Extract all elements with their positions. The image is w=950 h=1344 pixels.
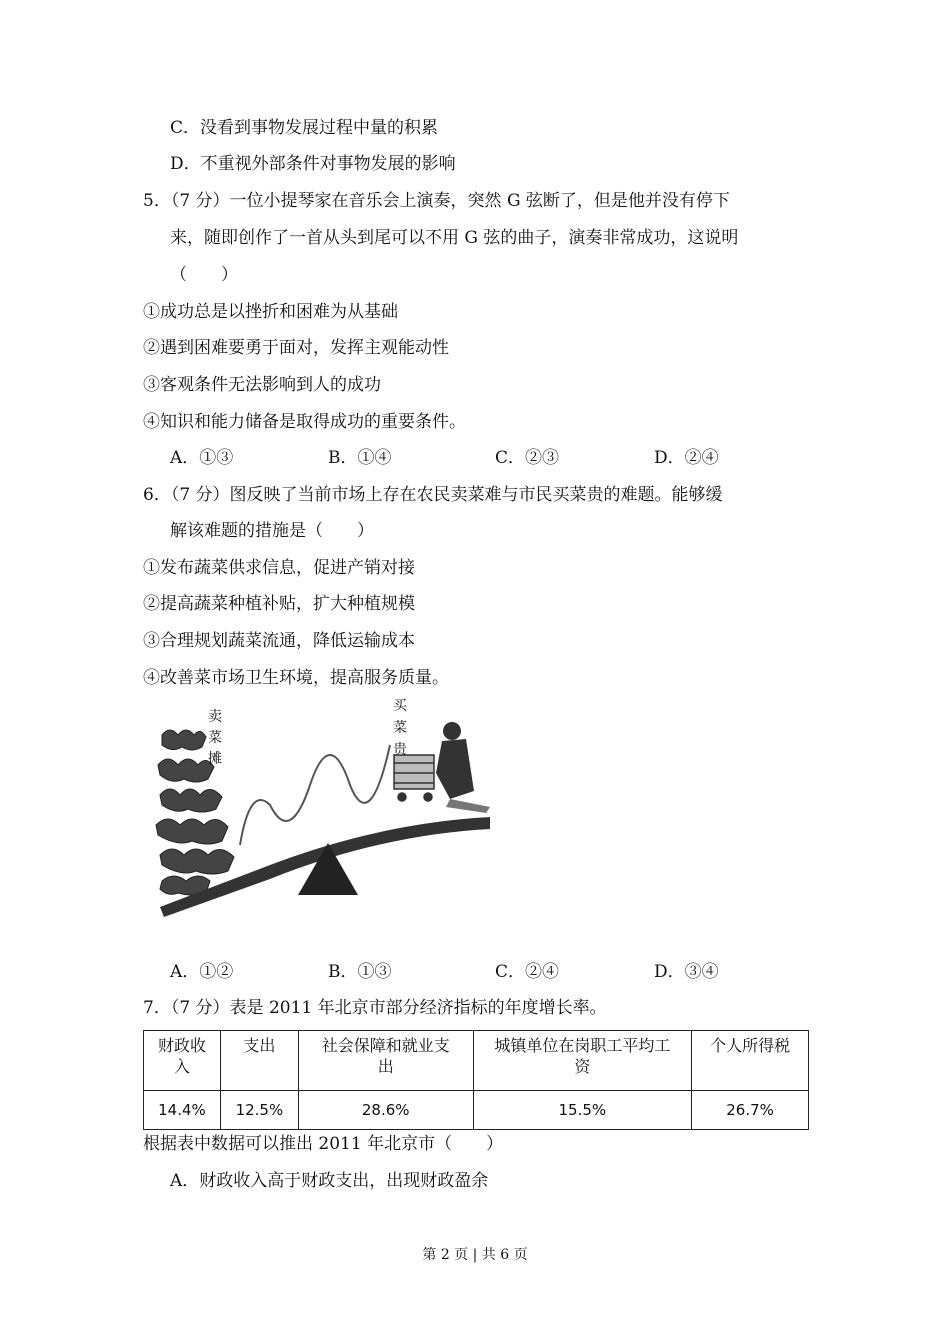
header-text: 城镇单位在岗职工平均工	[494, 1036, 671, 1055]
q5-choice-b[interactable]: B．①④	[328, 448, 392, 468]
header-text: 支出	[243, 1036, 276, 1055]
figure-caption-right-1: 买	[393, 698, 407, 714]
header-text: 资	[574, 1057, 591, 1076]
table-cell: 12.5%	[220, 1091, 298, 1130]
table-header-cell	[692, 1031, 809, 1091]
prev-option-d	[170, 153, 456, 175]
table-cell: 26.7%	[692, 1091, 809, 1130]
q6-statement-4: ④改善菜市场卫生环境，提高服务质量。	[143, 668, 449, 688]
q5-statement-2: ②遇到困难要勇于面对，发挥主观能动性	[143, 338, 449, 358]
q6-stem-line-2: 解该难题的措施是（ ）	[170, 521, 374, 541]
q6-choice-a[interactable]: A．①②	[170, 962, 234, 982]
q6-number: 6．	[143, 485, 171, 505]
figure-caption-left-2: 菜	[208, 730, 222, 746]
q7-stem	[143, 997, 607, 1019]
table-header-cell	[473, 1031, 692, 1091]
q5-statement-4: ④知识和能力储备是取得成功的重要条件。	[143, 412, 466, 432]
q7-option-a[interactable]: A．财政收入高于财政支出，出现财政盈余	[170, 1171, 489, 1191]
option-letter: D．	[170, 154, 201, 174]
table-cell: 28.6%	[298, 1091, 473, 1130]
header-text: 财政收	[157, 1036, 206, 1055]
table-cell: 15.5%	[473, 1091, 692, 1130]
table-header-cell	[144, 1031, 221, 1091]
price-wave	[240, 745, 390, 845]
option-text: 不重视外部条件对事物发展的影响	[200, 154, 456, 174]
prev-option-c	[170, 117, 438, 139]
figure-caption-left-3: 摊	[208, 751, 222, 767]
q6-statement-2: ②提高蔬菜种植补贴，扩大种植规模	[143, 594, 415, 614]
table-cell: 14.4%	[144, 1091, 221, 1130]
table-row	[144, 1091, 809, 1130]
shopper-figure	[436, 722, 490, 813]
q6-choice-b[interactable]: B．①③	[328, 962, 392, 982]
q5-stem-line-1	[143, 190, 730, 212]
option-letter: C．	[170, 118, 201, 138]
figure-caption-left-1: 卖	[208, 709, 222, 725]
table-header-cell	[220, 1031, 298, 1091]
page-footer: 第 2 页 | 共 6 页	[422, 1247, 528, 1263]
header-text: 入	[173, 1057, 190, 1076]
q6-choice-c[interactable]: C．②④	[495, 962, 560, 982]
economic-indicator-table	[143, 1030, 809, 1130]
q5-number: 5．	[143, 191, 171, 211]
seesaw-cartoon	[150, 695, 500, 935]
q5-statement-1: ①成功总是以挫折和困难为从基础	[143, 302, 398, 322]
q5-stem-text: （7 分）一位小提琴家在音乐会上演奏，突然 G 弦断了，但是他并没有停下	[170, 191, 730, 211]
q5-choice-d[interactable]: D．②④	[654, 448, 719, 468]
q6-stem-line-1	[143, 484, 723, 506]
q6-choice-d[interactable]: D．③④	[654, 962, 719, 982]
header-text: 社会保障和就业支	[321, 1036, 450, 1055]
table-header-cell	[298, 1031, 473, 1091]
q5-statement-3: ③客观条件无法影响到人的成功	[143, 375, 381, 395]
q5-choice-c[interactable]: C．②③	[495, 448, 560, 468]
figure-caption-right-3: 贵	[393, 742, 407, 758]
header-text: 出	[377, 1057, 394, 1076]
option-text: 没看到事物发展过程中量的积累	[200, 118, 439, 138]
q5-choice-a[interactable]: A．①③	[170, 448, 234, 468]
header-text: 个人所得税	[710, 1036, 791, 1055]
q5-stem-line-2: 来，随即创作了一首从头到尾可以不用 G 弦的曲子，演奏非常成功，这说明	[170, 228, 739, 248]
table-header-row	[144, 1031, 809, 1091]
q7-after-table: 根据表中数据可以推出 2011 年北京市（ ）	[143, 1134, 504, 1154]
q5-stem-line-3: （ ）	[170, 265, 238, 285]
q6-statement-3: ③合理规划蔬菜流通，降低运输成本	[143, 631, 415, 651]
q6-statement-1: ①发布蔬菜供求信息，促进产销对接	[143, 558, 415, 578]
q6-stem-text: （7 分）图反映了当前市场上存在农民卖菜难与市民买菜贵的难题。能够缓	[170, 485, 723, 505]
shopping-cart-icon	[394, 755, 434, 801]
q7-stem-text: （7 分）表是 2011 年北京市部分经济指标的年度增长率。	[170, 998, 607, 1018]
q7-number: 7．	[143, 998, 171, 1018]
figure-caption-right-2: 菜	[393, 720, 407, 736]
